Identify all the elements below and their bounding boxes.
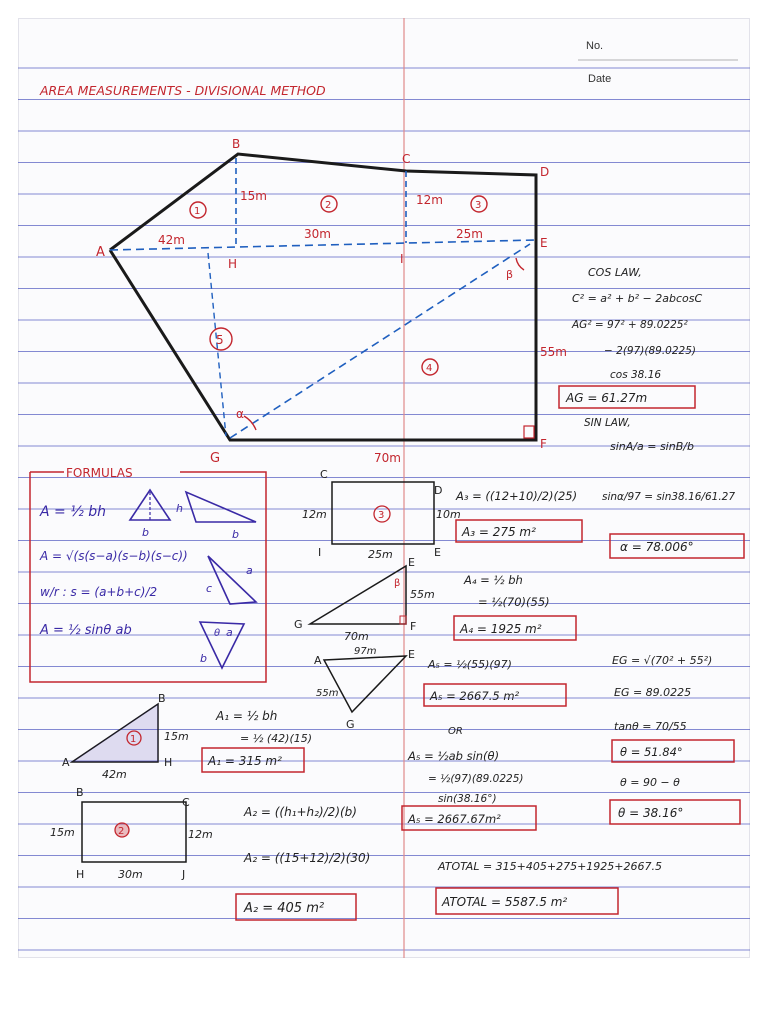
r5-formula4: sin(38.16°)	[438, 793, 497, 805]
theta-result2: θ = 38.16°	[618, 806, 684, 820]
r1-base: 42m	[102, 768, 127, 781]
formulas-heading: FORMULAS	[66, 466, 133, 480]
r1-A: A	[62, 756, 70, 769]
region-label-2: 2	[325, 200, 332, 211]
point-D: D	[540, 165, 550, 179]
length-IE: 25m	[456, 227, 483, 241]
r1-B: B	[158, 692, 166, 705]
sine-a-label: a	[226, 626, 233, 639]
total-area	[436, 860, 662, 914]
theta-step: θ = 90 − θ	[620, 776, 680, 789]
region1-sketch	[62, 692, 312, 781]
r2-result: A₂ = 405 m²	[244, 901, 325, 916]
point-I: I	[400, 252, 404, 266]
cos-law-title: COS LAW,	[588, 266, 642, 279]
ag-result: AG = 61.27m	[566, 391, 648, 405]
heron-a-label: a	[246, 564, 253, 577]
cos-law-sub1: AG² = 97² + 89.0225²	[572, 319, 688, 331]
triangle-h-label: h	[176, 502, 183, 515]
r2-J: J	[182, 868, 186, 881]
r3-D: D	[434, 484, 443, 497]
r1-H: H	[164, 756, 173, 769]
point-H: H	[228, 257, 238, 271]
r3-label: 3	[378, 510, 385, 521]
r4-formula2: = ½(70)(55)	[478, 595, 550, 609]
cos-law-formula: C² = a² + b² − 2abcosC	[572, 292, 703, 305]
point-A: A	[96, 245, 105, 260]
page-title: AREA MEASUREMENTS - DIVISIONAL METHOD	[40, 83, 326, 98]
region5-sketch	[314, 646, 566, 830]
handwritten-content	[18, 18, 750, 958]
region4-sketch	[294, 556, 576, 643]
point-F: F	[540, 437, 547, 451]
length-HI: 30m	[304, 227, 331, 241]
r2-right: 12m	[188, 828, 213, 841]
r3-bottom: 25m	[368, 548, 393, 561]
r2-H: H	[76, 868, 85, 881]
r5-E: E	[408, 648, 415, 661]
eg-formula: EG = √(70² + 55²)	[612, 654, 713, 667]
notebook-page	[18, 18, 750, 958]
region2-sketch	[50, 786, 370, 920]
r3-result: A₃ = 275 m²	[462, 525, 536, 539]
tan-formula: tanθ = 70/55	[614, 720, 687, 733]
formula-triangle: A = ½ bh	[40, 504, 106, 520]
r2-base: 30m	[118, 868, 143, 881]
sine-b-label: b	[200, 652, 207, 665]
law-calculations	[559, 266, 744, 558]
r3-E: E	[434, 546, 441, 559]
length-BH: 15m	[240, 189, 267, 203]
sin-law-title: SIN LAW,	[584, 417, 631, 429]
cos-law-sub2: − 2(97)(89.0225)	[604, 345, 696, 357]
dashed-line-GE	[230, 244, 530, 438]
region3-sketch	[302, 468, 582, 561]
r2-left: 15m	[50, 826, 75, 839]
r4-base: 70m	[344, 630, 369, 643]
r5-result1: A₅ = 2667.5 m²	[430, 689, 520, 703]
r4-formula1: A₄ = ½ bh	[464, 573, 523, 587]
r3-C: C	[320, 468, 328, 481]
r1-label: 1	[130, 734, 137, 745]
triangle-b-label: b	[142, 526, 149, 539]
r4-G: G	[294, 618, 303, 631]
r2-C: C	[182, 796, 190, 809]
r5-formula1: A₅ = ½(55)(97)	[428, 658, 512, 671]
r5-or: OR	[448, 726, 463, 737]
r4-beta: β	[394, 578, 401, 589]
point-E: E	[540, 236, 548, 250]
r1-sub: = ½ (42)(15)	[240, 732, 313, 745]
r3-I: I	[318, 546, 322, 559]
angle-alpha: α	[236, 407, 244, 421]
r2-formula: A₂ = ((h₁+h₂)/2)(b)	[244, 805, 357, 819]
heron-c-label: c	[206, 582, 213, 595]
length-EF: 55m	[540, 345, 567, 359]
polygon-outline	[110, 154, 536, 440]
length-GF: 70m	[374, 451, 401, 465]
r3-formula: A₃ = ((12+10)/2)(25)	[456, 489, 578, 503]
length-CI: 12m	[416, 193, 443, 207]
sine-theta-label: θ	[214, 628, 221, 639]
r4-result: A₄ = 1925 m²	[460, 622, 542, 636]
point-G: G	[210, 451, 221, 466]
r2-B: B	[76, 786, 84, 799]
eg-value: EG = 89.0225	[614, 686, 692, 699]
formula-sine: A = ½ sinθ ab	[40, 623, 132, 638]
right-calculations	[610, 654, 740, 824]
r1-result: A₁ = 315 m²	[208, 754, 282, 768]
point-B: B	[232, 137, 241, 151]
r4-E: E	[408, 556, 415, 569]
r5-left: 55m	[316, 688, 339, 699]
r5-G: G	[346, 718, 355, 731]
region-label-1: 1	[194, 206, 201, 217]
r3-left: 12m	[302, 508, 327, 521]
r5-A: A	[314, 654, 322, 667]
region-label-3: 3	[475, 200, 482, 211]
theta-result1: θ = 51.84°	[620, 745, 683, 759]
cos-law-sub3: cos 38.16	[610, 369, 662, 381]
sin-law-sub: sinα/97 = sin38.16/61.27	[602, 491, 736, 503]
point-C: C	[402, 152, 411, 166]
region-label-5: 5	[216, 333, 224, 347]
length-AH: 42m	[158, 233, 185, 247]
formula-heron-s: w/r : s = (a+b+c)/2	[40, 585, 158, 599]
r1-formula: A₁ = ½ bh	[216, 709, 278, 723]
r4-side: 55m	[410, 588, 435, 601]
r5-result2: A₅ = 2667.67m²	[408, 812, 501, 826]
region-label-4: 4	[426, 363, 433, 374]
formulas-box	[30, 466, 266, 682]
total-line: ATOTAL = 315+405+275+1925+2667.5	[438, 860, 663, 873]
r4-F: F	[410, 620, 417, 633]
date-label: Date	[588, 73, 612, 85]
triangle-b2-label: b	[232, 528, 239, 541]
r3-right: 10m	[436, 508, 461, 521]
r5-formula3: = ½(97)(89.0225)	[428, 773, 524, 785]
angle-beta: β	[506, 268, 514, 281]
r5-formula2: A₅ = ½ab sin(θ)	[408, 749, 500, 763]
total-result: ATOTAL = 5587.5 m²	[442, 895, 568, 909]
r2-sub: A₂ = ((15+12)/2)(30)	[244, 851, 371, 865]
no-label: No.	[586, 40, 604, 52]
sin-law-formula: sinA/a = sinB/b	[610, 440, 694, 453]
r2-label: 2	[118, 826, 125, 837]
formula-heron: A = √(s(s−a)(s−b)(s−c))	[40, 549, 188, 563]
alpha-result: α = 78.006°	[620, 540, 694, 554]
r1-side: 15m	[164, 730, 189, 743]
main-figure	[96, 137, 567, 466]
r5-top: 97m	[354, 646, 377, 657]
